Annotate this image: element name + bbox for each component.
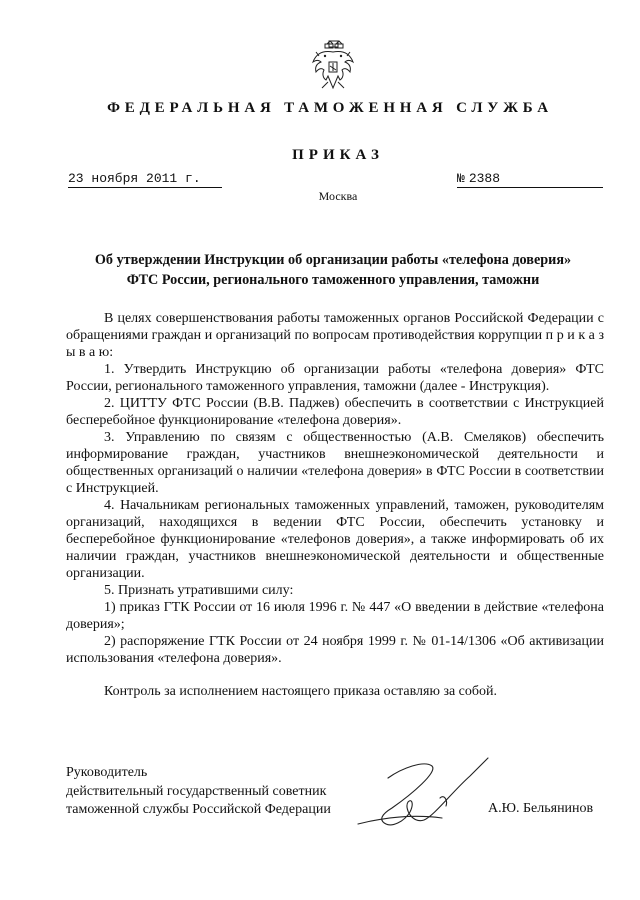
item-4: 4. Начальникам региональных таможенных управлений, таможен, руководителям организаций, находящихся в ведении ФТС России, обеспечить установку и бесперебойное функционирование «телефонов доверия», а также информировать об их наличии граждан, участников внешнеэкономической деятельности и общественные организации.	[66, 498, 604, 581]
handwritten-signature-icon	[352, 748, 502, 838]
agency-name: ФЕДЕРАЛЬНАЯ ТАМОЖЕННАЯ СЛУЖБА	[107, 100, 553, 116]
item-2: 2. ЦИТТУ ФТС России (В.В. Паджев) обеспечить в соответствии с Инструкцией бесперебойное функционирование «телефона доверия».	[66, 396, 604, 428]
position-line-3: таможенной службы Российской Федерации	[66, 802, 331, 817]
title-line-2: ФТС России, регионального таможенного управления, таможни	[126, 272, 540, 288]
signatory-name: А.Ю. Бельянинов	[488, 801, 594, 816]
order-number: 2388	[468, 171, 501, 186]
signatory-position	[66, 764, 366, 820]
order-title: ПРИКАЗ	[292, 147, 384, 163]
item-5-1: 1) приказ ГТК России от 16 июля 1996 г. № 447 «О введении в действие «телефона доверия»;	[66, 600, 604, 632]
coat-of-arms-icon	[310, 40, 356, 94]
city: Москва	[318, 189, 358, 203]
order-number-field	[457, 171, 603, 188]
document-title	[60, 250, 606, 290]
order-date: 23 ноября 2011 г.	[68, 171, 222, 188]
title-line-1: Об утверждении Инструкции об организации работы «телефона доверия»	[94, 252, 572, 268]
item-5: 5. Признать утратившими силу:	[104, 583, 294, 598]
item-1: 1. Утвердить Инструкцию об организации работы «телефона доверия» ФТС России, регионального таможенного управления, таможни (далее - Инструкция).	[66, 362, 604, 394]
control-paragraph: Контроль за исполнением настоящего приказа оставляю за собой.	[104, 684, 498, 699]
item-5-2: 2) распоряжение ГТК России от 24 ноября 1999 г. № 01-14/1306 «Об активизации использования «телефона доверия».	[66, 634, 604, 666]
number-sign: №	[457, 171, 465, 186]
document-body	[66, 310, 604, 700]
preamble: В целях совершенствования работы таможенных органов Российской Федерации с обращениями граждан и организаций по вопросам противодействия коррупции п р и к а з ы в а ю:	[66, 311, 604, 360]
item-3: 3. Управлению по связям с общественностью (А.В. Смеляков) обеспечить информирование граждан, участников внешнеэкономической деятельности и общественных организаций о наличии «телефона доверия» в ФТС России в соответствии с Инструкцией.	[66, 430, 604, 496]
position-line-1: Руководитель	[66, 765, 148, 780]
position-line-2: действительный государственный советник	[66, 783, 327, 799]
